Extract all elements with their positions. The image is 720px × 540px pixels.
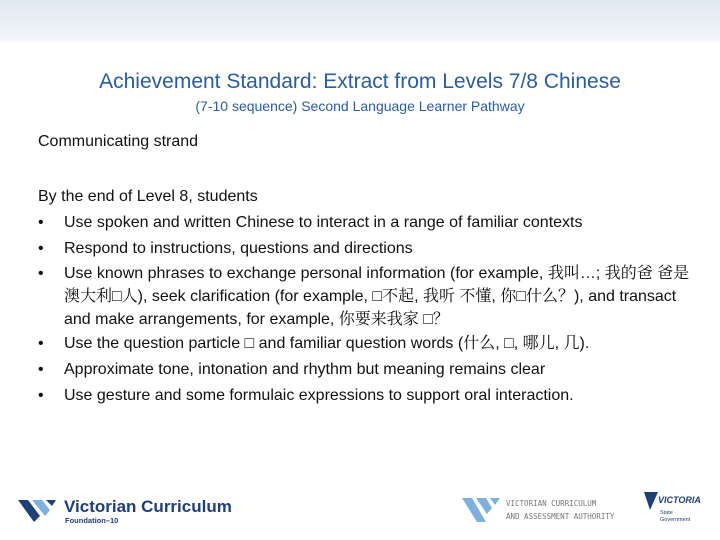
bullet-dot: • xyxy=(38,265,44,282)
page-title: Achievement Standard: Extract from Levels 7/8 Chinese xyxy=(99,70,621,93)
bullet-dot: • xyxy=(38,335,44,352)
state-line1: State xyxy=(660,510,673,516)
bullet-text: Use known phrases to exchange personal information (for example, 我叫…; 我的爸 爸是澳大利□人), seek clarification (for example, □不起, 我听 不懂, 你□什么？), and transact and make arrangements, for example, 你要来我家 □？ xyxy=(64,265,690,328)
bullet-item xyxy=(38,331,698,357)
strand-heading: Communicating strand xyxy=(38,133,199,150)
bullet-item xyxy=(38,357,698,383)
victoria-state-logo xyxy=(642,490,706,526)
bullet-text: Use the question particle □ and familiar question words (什么, □, 哪儿, 几). xyxy=(64,335,590,352)
bullet-text: Use gesture and some formulaic expressions to support oral interaction. xyxy=(64,387,574,404)
bullet-item xyxy=(38,210,698,236)
bullet-dot: • xyxy=(38,387,44,404)
state-name: VICTORIA xyxy=(658,495,701,505)
bullet-dot: • xyxy=(38,361,44,378)
bullet-text: Respond to instructions, questions and directions xyxy=(64,240,413,257)
curriculum-chevron-icon xyxy=(18,500,56,522)
vcaa-chevron-icon xyxy=(462,498,500,522)
bullet-item xyxy=(38,383,698,409)
authority-line2: AND ASSESSMENT AUTHORITY xyxy=(506,512,615,521)
bullet-text: Approximate tone, intonation and rhythm but meaning remains clear xyxy=(64,361,546,378)
standard-content xyxy=(38,184,698,409)
state-line2: Government xyxy=(660,517,691,523)
victoria-v-icon xyxy=(644,492,658,510)
bullet-item xyxy=(38,236,698,262)
authority-line1: VICTORIAN CURRICULUM xyxy=(506,499,597,508)
bullet-item xyxy=(38,262,698,331)
header-band xyxy=(0,0,720,42)
bullet-text: Use spoken and written Chinese to interact in a range of familiar contexts xyxy=(64,214,583,231)
curriculum-name: Victorian Curriculum xyxy=(64,497,232,516)
bullet-dot: • xyxy=(38,214,44,231)
intro-line: By the end of Level 8, students xyxy=(38,188,258,205)
vcaa-logo xyxy=(462,492,628,526)
victorian-curriculum-logo xyxy=(18,494,258,524)
curriculum-sub: Foundation–10 xyxy=(65,516,119,524)
bullet-dot: • xyxy=(38,240,44,257)
page-subtitle: (7-10 sequence) Second Language Learner Pathway xyxy=(195,98,525,114)
